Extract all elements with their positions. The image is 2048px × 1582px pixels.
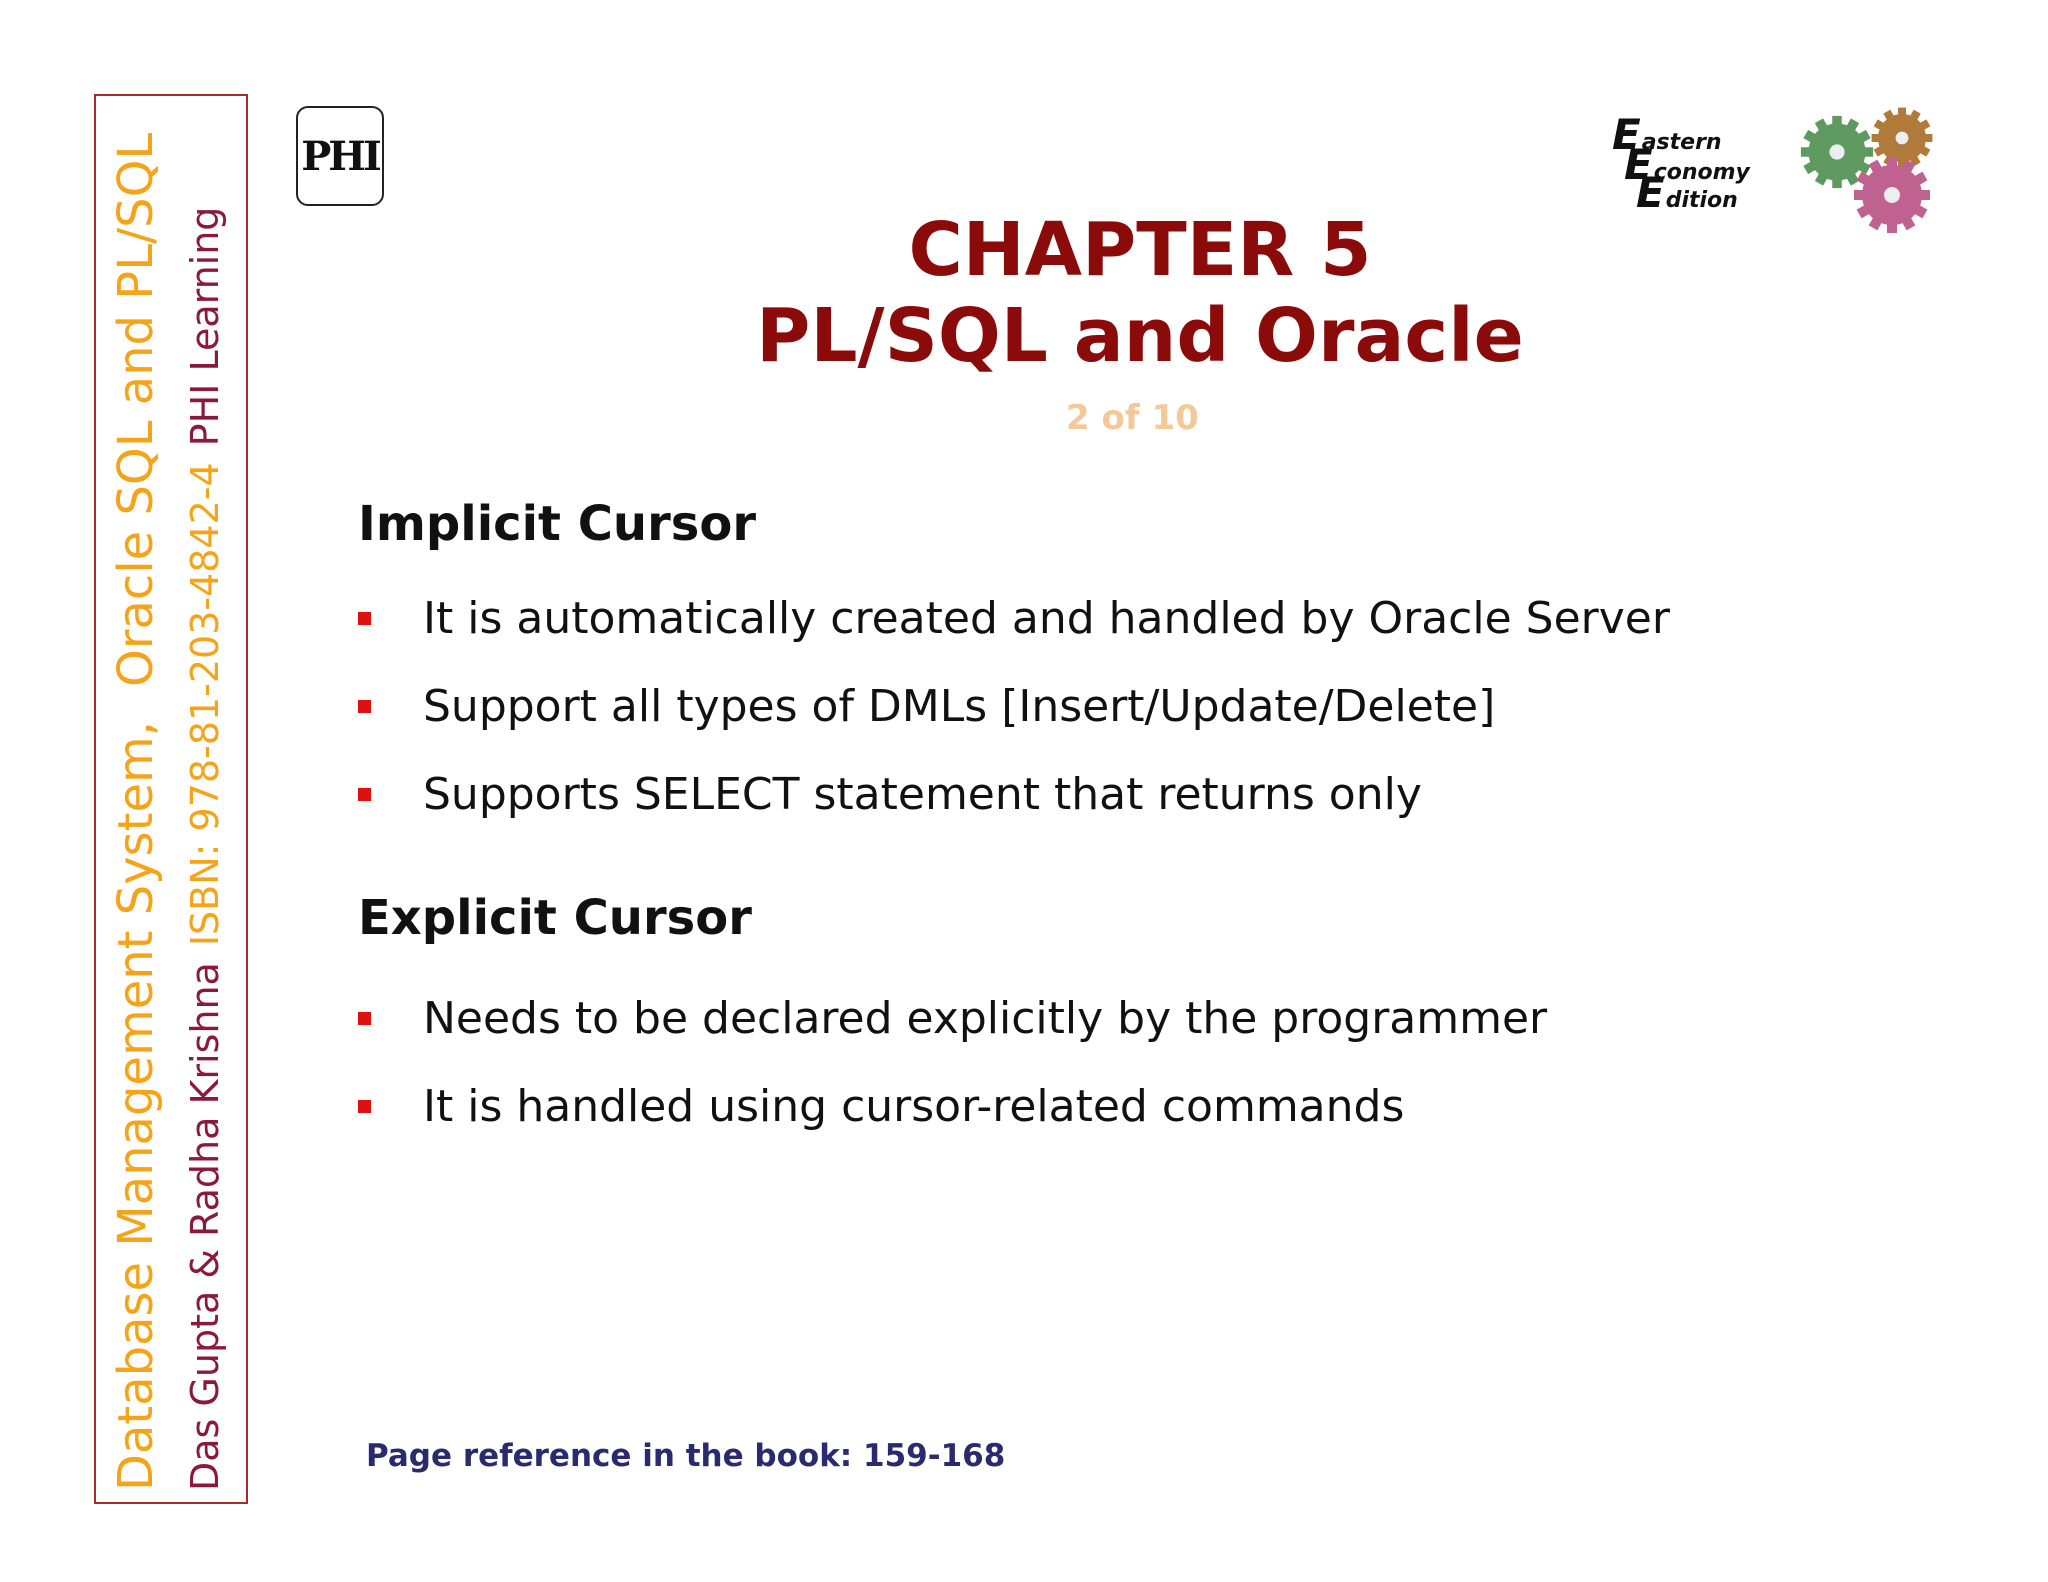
section-heading-implicit: Implicit Cursor (358, 496, 756, 552)
sidebar-isbn: ISBN: 978-81-203-4842-4 (183, 462, 227, 947)
eee-row-1: Eastern (1612, 110, 1722, 159)
phi-logo: PHI (296, 106, 384, 206)
bullet-square-icon (358, 1012, 371, 1025)
eee-row-2: Economy (1624, 140, 1750, 189)
bullet-square-icon (358, 1100, 371, 1113)
bullet-square-icon (358, 788, 371, 801)
eee-row-3: Edition (1636, 168, 1738, 217)
bullet-square-icon (358, 612, 371, 625)
bullet-item: Support all types of DMLs [Insert/Update/Delete] (358, 676, 1495, 736)
book-title-part1: Database Management System, (108, 721, 164, 1491)
bullet-item: Supports SELECT statement that returns only (358, 764, 1422, 824)
gear-brown-icon (1872, 108, 1933, 169)
bullet-item: It is handled using cursor-related commands (358, 1076, 1404, 1136)
bullet-item: It is automatically created and handled by Oracle Server (358, 588, 1670, 648)
sidebar-text-rotated (99, 99, 243, 1499)
section-heading-explicit: Explicit Cursor (358, 890, 752, 946)
sidebar-credits (175, 107, 235, 1491)
sidebar-publisher: PHI Learning (183, 206, 227, 447)
eastern-economy-edition-logo (1612, 110, 1802, 217)
bullet-item: Needs to be declared explicitly by the programmer (358, 988, 1547, 1048)
chapter-title: PL/SQL and Oracle (756, 293, 1524, 379)
sidebar-authors: Das Gupta & Radha Krishna (183, 962, 227, 1491)
book-sidebar (94, 94, 248, 1504)
bullet-square-icon (358, 700, 371, 713)
sidebar-book-title (105, 107, 167, 1491)
slide-counter: 2 of 10 (1066, 398, 1199, 438)
chapter-number: CHAPTER 5 (908, 207, 1372, 293)
page-reference: Page reference in the book: 159-168 (366, 1438, 1006, 1474)
book-title-part2: Oracle SQL and PL/SQL (108, 132, 164, 687)
